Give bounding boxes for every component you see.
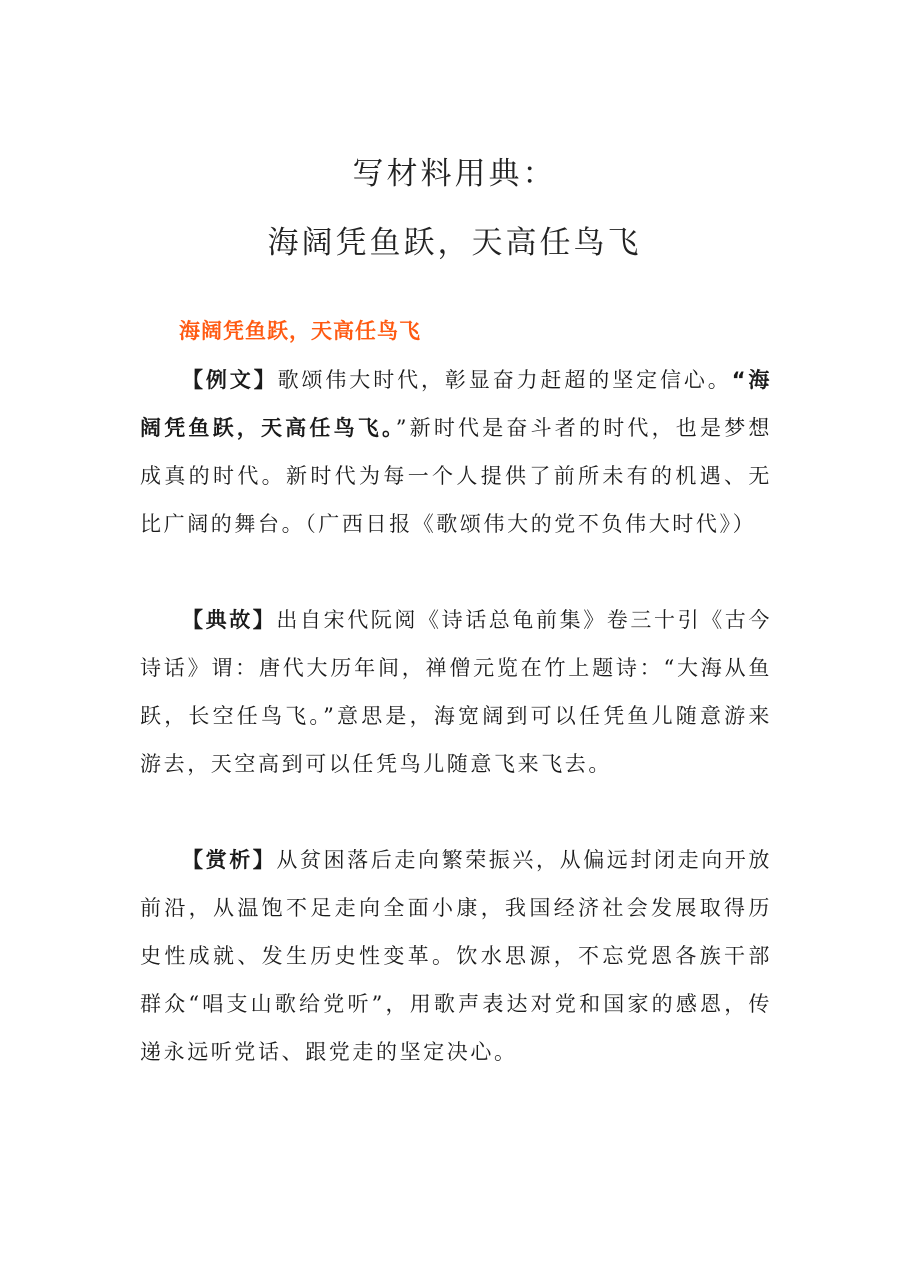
section-heading: 海阔凭鱼跃，天高任鸟飞 [179, 319, 421, 343]
paragraph-label: 【典故】 [182, 608, 277, 632]
highlighted-quote: “海阔凭鱼跃，天高任鸟飞。 [140, 368, 772, 440]
paragraph-text: 从贫困落后走向繁荣振兴，从偏远封闭走向开放前沿，从温饱不足走向全面小康，我国经济社会发展取得历史性成就、发生历史性变革。饮水思源，不忘党恩各族干部群众“唱支山歌给党听”，用歌声表达对党和国家的感恩，传递永远听党话、跟党走的坚定决心。 [140, 848, 773, 1064]
paragraph-allusion [140, 596, 772, 788]
paragraph-text: 歌颂伟大时代，彰显奋力赶超的坚定信心。 [277, 368, 732, 392]
document-title-line-1: 写材料用典： [352, 156, 557, 192]
paragraph-text: 出自宋代阮阅《诗话总龟前集》卷三十引《古今诗话》谓：唐代大历年间，禅僧元览在竹上题诗：“大海从鱼跃，长空任鸟飞。”意思是，海宽阔到可以任凭鱼儿随意游来游去，天空高到可以任凭鸟儿随意飞来飞去。 [140, 608, 773, 776]
paragraph-label: 【赏析】 [182, 848, 277, 872]
paragraph-label: 【例文】 [182, 368, 278, 392]
document-title-line-2: 海阔凭鱼跃，天高任鸟飞 [267, 225, 642, 261]
paragraph-text: ”新时代是奋斗者的时代，也是梦想成真的时代。新时代为每一个人提供了前所未有的机遇、无比广阔的舞台。（广西日报《歌颂伟大的党不负伟大时代》） [140, 416, 772, 536]
paragraph-appreciation [140, 836, 772, 1076]
paragraph-example [140, 356, 772, 548]
